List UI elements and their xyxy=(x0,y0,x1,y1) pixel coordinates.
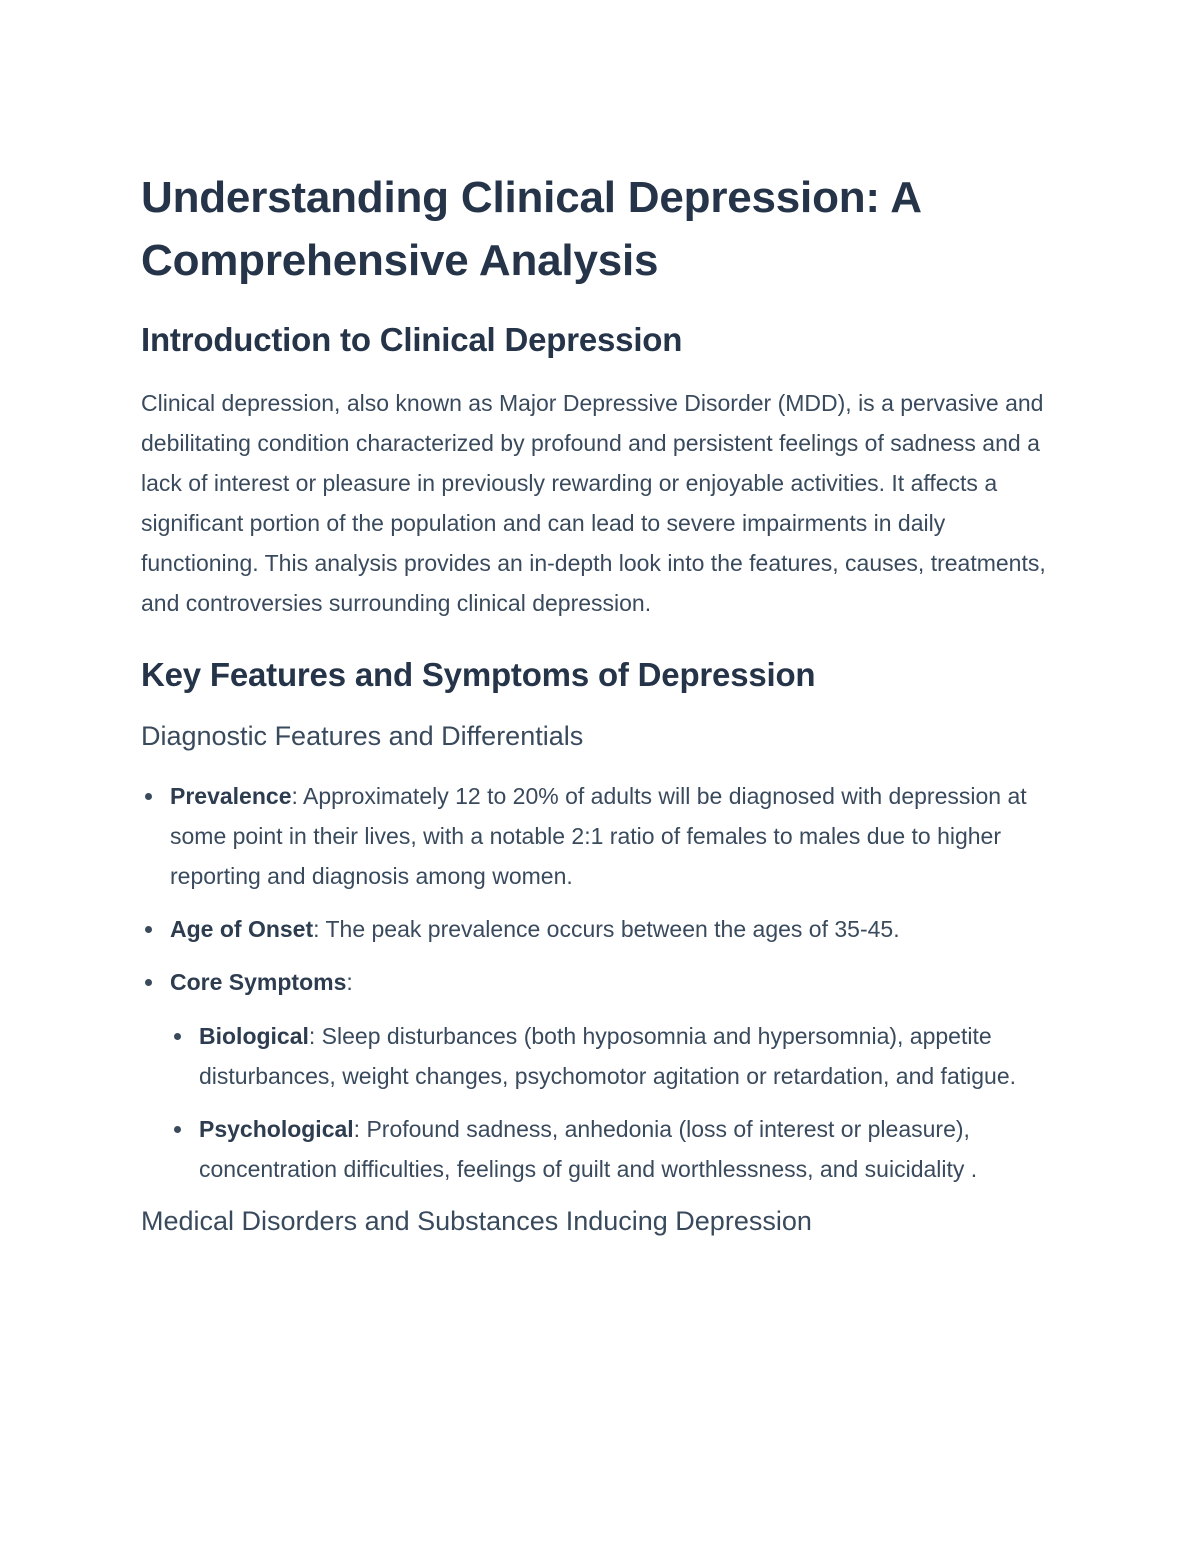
intro-heading: Introduction to Clinical Depression xyxy=(141,321,683,358)
bullet-icon xyxy=(145,979,152,986)
bullet-icon xyxy=(174,1126,181,1133)
list-item-core-symptoms xyxy=(141,962,1066,1189)
sublist-item-psychological xyxy=(170,1109,1066,1189)
bullet-icon xyxy=(145,926,152,933)
list-item-prevalence xyxy=(141,776,1066,896)
list-item-age-of-onset xyxy=(141,909,1066,949)
sublist-item-biological xyxy=(170,1016,1066,1096)
list-item-text: : xyxy=(346,969,353,995)
medical-disorders-subheading: Medical Disorders and Substances Inducing Depression xyxy=(141,1206,812,1236)
diagnostic-features-subheading: Diagnostic Features and Differentials xyxy=(141,721,584,751)
core-symptoms-sublist xyxy=(170,1016,1066,1189)
document-title: Understanding Clinical Depression: A Comprehensive Analysis xyxy=(141,173,921,285)
list-item-term: Psychological xyxy=(199,1116,354,1142)
bullet-icon xyxy=(174,1033,181,1040)
document-page xyxy=(141,166,1066,1240)
key-features-heading: Key Features and Symptoms of Depression xyxy=(141,656,816,693)
diagnostic-features-list xyxy=(141,776,1066,1189)
list-item-text: : Profound sadness, anhedonia (loss of interest or pleasure), concentration difficulties, feelings of guilt and worthlessness, and suicidality . xyxy=(199,1116,978,1182)
intro-paragraph: Clinical depression, also known as Major Depressive Disorder (MDD), is a pervasive and debilitating condition characterized by profound and persistent feelings of sadness and a lack of interest or pleasure in previously rewarding or enjoyable activities. It affects a significant portion of the population and can lead to severe impairments in daily functioning. This analysis provides an in-depth look into the features, causes, treatments, and controversies surrounding clinical depression. xyxy=(141,390,1046,616)
bullet-icon xyxy=(145,793,152,800)
list-item-term: Age of Onset xyxy=(170,916,314,942)
list-item-text: : Sleep disturbances (both hyposomnia and hypersomnia), appetite disturbances, weight changes, psychomotor agitation or retardation, and fatigue. xyxy=(199,1023,1016,1089)
list-item-text: : Approximately 12 to 20% of adults will be diagnosed with depression at some point in their lives, with a notable 2:1 ratio of females to males due to higher reporting and diagnosis among women. xyxy=(170,783,1027,889)
list-item-term: Core Symptoms xyxy=(170,969,347,995)
list-item-text: : The peak prevalence occurs between the ages of 35-45. xyxy=(313,916,900,942)
list-item-term: Biological xyxy=(199,1023,309,1049)
list-item-term: Prevalence xyxy=(170,783,292,809)
